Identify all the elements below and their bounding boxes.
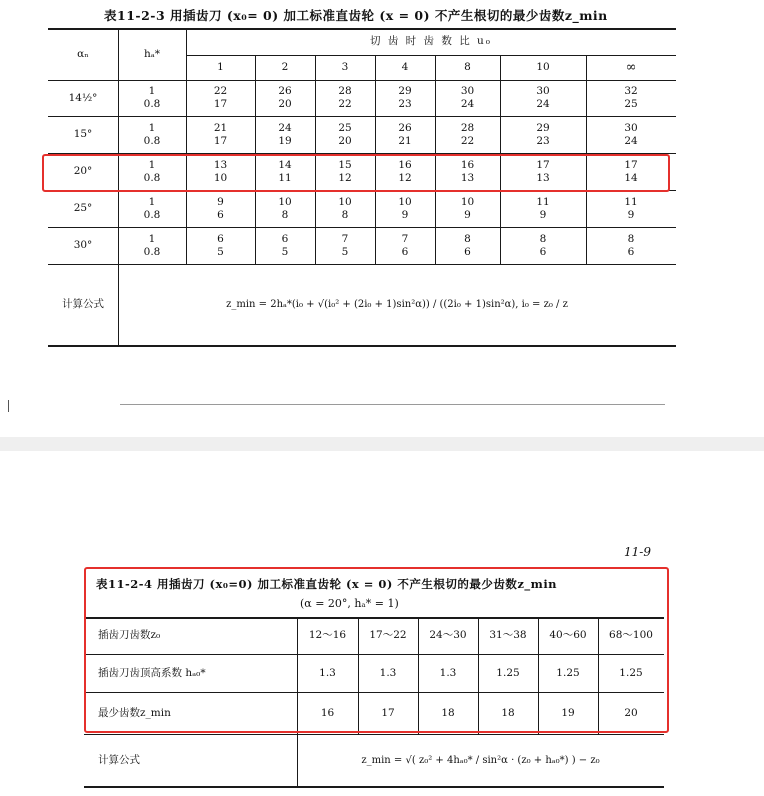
top-cell: 8 6 [464,232,471,258]
top-cell: 26 21 [398,121,412,147]
top-row-ha: 1 0.8 [143,85,161,110]
page-number: 11-9 [624,545,651,559]
top-cell: 8 6 [627,232,635,258]
scan-mark [8,400,9,412]
bottom-row-label-zmin: 最少齿数z_min [98,706,171,719]
top-row-alpha: 20° [73,165,93,177]
top-cell: 8 6 [539,232,547,258]
top-cell: 32 25 [624,85,638,110]
top-cell: 7 5 [341,232,349,258]
top-cell: 16 12 [398,158,412,184]
top-row-alpha: 14½° [68,91,98,104]
top-formula: z_min = 2hₐ*(i₀ + √(i₀² + (2i₀ + 1)sin²α)) / ((2i₀ + 1)sin²α), i₀ = z₀ / z [226,299,568,310]
bottom-zmin: 18 [501,706,515,719]
bottom-range: 31～38 [489,629,527,641]
top-cell: 11 9 [536,195,550,221]
bottom-zmin: 20 [624,706,638,719]
top-cell: 10 9 [398,195,412,221]
bottom-row-label-z0: 插齿刀齿数z₀ [98,629,161,641]
top-cell: 10 8 [278,195,292,221]
bottom-coef: 1.3 [439,666,457,679]
top-ratio-10: 10 [536,61,550,73]
bottom-zmin: 16 [320,706,335,719]
top-cell: 14 11 [278,158,292,184]
top-cell: 26 20 [278,85,292,110]
top-row-ha: 1 0.8 [143,158,161,184]
top-row-ha: 1 0.8 [143,232,161,258]
top-row-alpha: 15° [73,128,93,140]
top-cell: 30 24 [460,85,475,110]
top-cell: 7 6 [401,232,409,258]
bottom-formula-label: 计算公式 [98,753,140,766]
bottom-range: 68～100 [609,629,653,641]
bottom-range: 40～60 [549,629,587,641]
top-row-ha: 1 0.8 [143,121,161,147]
top-ratio-2: 2 [281,61,289,73]
top-row-ha: 1 0.8 [143,195,161,221]
highlight-20deg-row [42,154,670,192]
top-cell: 25 20 [338,121,352,147]
top-col-alpha-header: αₙ [77,47,89,60]
top-cell: 10 9 [460,195,475,221]
top-row-alpha: 25° [73,202,93,214]
bottom-zmin: 17 [381,706,395,719]
top-ratio-header: 切 齿 时 齿 数 比 u₀ [370,35,492,47]
top-cell: 9 6 [217,195,224,221]
top-cell: 17 13 [536,158,550,184]
bottom-coef: 1.3 [379,666,397,679]
top-ratio-8: 8 [464,61,471,73]
bottom-range: 17～22 [369,629,407,641]
bottom-zmin: 18 [441,706,455,719]
top-cell: 10 8 [338,195,352,221]
top-formula-label: 计算公式 [62,298,104,310]
bottom-range: 12～16 [308,629,347,641]
top-cell: 13 10 [213,158,228,184]
top-cell: 15 12 [338,158,352,184]
bottom-range: 24～30 [429,629,467,641]
page-divider [0,437,764,451]
top-cell: 29 23 [536,121,550,147]
top-cell: 30 24 [624,121,638,147]
top-cell: 6 5 [217,232,224,258]
top-cell: 30 24 [536,85,550,110]
top-cell: 6 5 [281,232,289,258]
top-col-ha-header: hₐ* [143,47,161,60]
top-cell: 28 22 [338,85,352,110]
highlight-bottom-table [84,567,669,733]
bottom-coef: 1.25 [619,666,643,679]
top-ratio-inf: ∞ [625,60,637,75]
top-cell: 29 23 [398,85,412,110]
top-cell: 16 13 [460,158,475,184]
bottom-zmin: 19 [561,706,575,719]
bottom-coef: 1.3 [319,666,336,679]
top-ratio-4: 4 [401,61,409,73]
top-table-title: 表11-2-3 用插齿刀 (x₀= 0) 加工标准直齿轮 (x = 0) 不产生根切的最少齿数z_min [104,8,608,23]
bottom-formula: z_min = √( z₀² + 4hₐ₀* / sin²α · (z₀ + hₐ₀*) ) − z₀ [361,754,600,766]
bottom-table-title: 表11-2-4 用插齿刀 (x₀=0) 加工标准直齿轮 (x = 0) 不产生根切的最少齿数z_min [96,577,558,591]
top-cell: 24 19 [278,121,292,147]
scan-line [120,404,665,405]
bottom-table-subtitle: (α = 20°, hₐ* = 1) [300,597,399,610]
bottom-row-label-coef: 插齿刀齿顶高系数 hₐ₀* [98,666,206,679]
bottom-coef: 1.25 [556,666,580,679]
top-cell: 21 17 [213,121,228,147]
bottom-coef: 1.25 [496,666,520,679]
top-cell: 28 22 [460,121,475,147]
top-row-alpha: 30° [73,239,93,251]
top-cell: 17 14 [624,158,638,184]
top-cell: 22 17 [213,85,228,110]
top-cell: 11 9 [624,195,638,221]
top-ratio-3: 3 [341,61,349,73]
top-ratio-1: 1 [217,61,224,73]
